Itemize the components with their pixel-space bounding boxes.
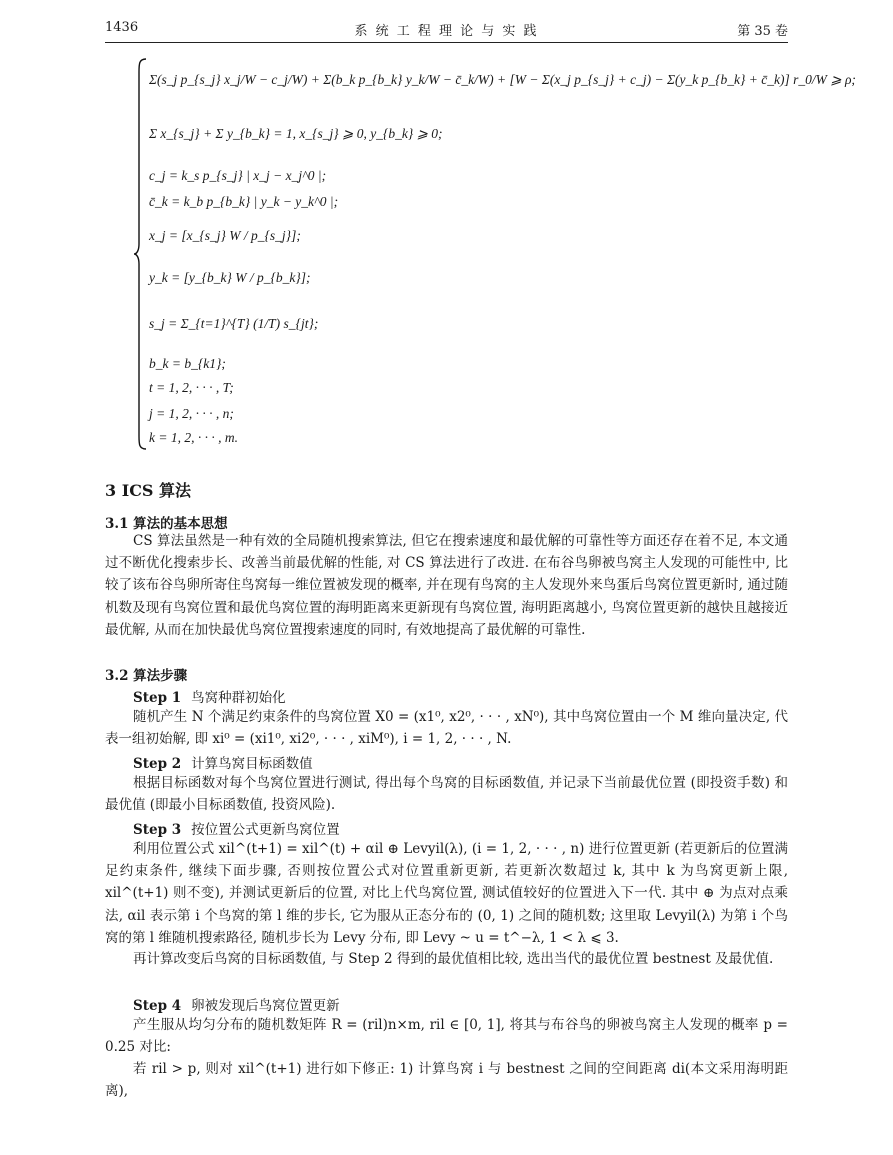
paragraph: CS 算法虽然是一种有效的全局随机搜索算法, 但它在搜索速度和最优解的可靠性等方面还存在着不足, 本文通过不断优化搜索步长、改善当前最优解的性能, 对 CS 算法进行了改进. 在布谷鸟卵被鸟窝主人发现的可能性中, 比较了该布谷鸟卵所寄住鸟窝每一维位置被发现的概率, 并在现有鸟窝的主人发现外来鸟蛋后鸟窝位置更新时, 通过随机数及现有鸟窝位置和最优鸟窝位置的海明距离来更新现有鸟窝位置, 海明距离越小, 鸟窝位置更新的越快且越接近最优解, 从而在加快最优鸟窝位置搜索速度的同时, 有效地提高了最优解的可靠性. — [105, 533, 788, 638]
subsection-heading: 3.1 算法的基本思想 — [105, 516, 228, 532]
step-heading — [133, 994, 340, 1014]
paragraph: 产生服从均匀分布的随机数矩阵 R = (ril)n×m, ril ∈ [0, 1], 将其与布谷鸟的卵被鸟窝主人发现的概率 p = 0.25 对比: — [105, 1017, 788, 1056]
paragraph: 根据目标函数对每个鸟窝位置进行测试, 得出每个鸟窝的目标函数值, 并记录下当前最优位置 (即投资手数) 和最优值 (即最小目标函数值, 投资风险). — [105, 775, 788, 814]
equation-line: Σ(s_j p_{s_j} x_j/W − c_j/W) + Σ(b_k p_{b_k} y_k/W − c̄_k/W) + [W − Σ(x_j p_{s_j} + c_j) − Σ(y_k p_{b_k} + c̄_k)] r_0/W ⩾ ρ; — [149, 72, 856, 87]
paragraph: 利用位置公式 xil^(t+1) = xil^(t) + αil ⊕ Levyil(λ), (i = 1, 2, · · · , n) 进行位置更新 (若更新后的位置满足约束条件, 继续下面步骤, 否则按位置公式对位置重新更新, 若更新次数超过 k, 其中 k 为鸟窝更新上限, xil^(t+1) 则不变), 并测试更新后的位置, 对比上代鸟窝位置, 测试值较好的位置进入下一代. 其中 ⊕ 为点对点乘法, αil 表示第 i 个鸟窝的第 l 维的步长, 它为服从正态分布的 (0, 1) 之间的随机数; 这里取 Levyil(λ) 为第 i 个鸟窝的第 l 维随机搜索路径, 随机步长为 Levy 分布, 即 Levy ~ u = t^−λ, 1 < λ ⩽ 3. — [105, 841, 788, 946]
equation-line: c_j = k_s p_{s_j} | x_j − x_j^0 |; — [149, 168, 327, 183]
left-brace-icon — [133, 58, 147, 450]
subsection-heading: 3.2 算法步骤 — [105, 668, 188, 684]
equation-line: y_k = [y_{b_k} W / p_{b_k}]; — [149, 270, 311, 285]
equation-line: b_k = b_{k1}; — [149, 356, 226, 371]
step-title: 计算鸟窝目标函数值 — [191, 756, 313, 772]
section-heading: 3 ICS 算法 — [105, 481, 192, 500]
header-rule — [105, 42, 788, 43]
running-header — [105, 20, 788, 42]
paragraph: 再计算改变后鸟窝的目标函数值, 与 Step 2 得到的最优值相比较, 选出当代的最优位置 bestnest 及最优值. — [133, 951, 774, 967]
equation-line: t = 1, 2, · · · , T; — [149, 380, 234, 395]
step-title: 卵被发现后鸟窝位置更新 — [191, 998, 340, 1014]
equation-line: k = 1, 2, · · · , m. — [149, 430, 238, 445]
step-title: 按位置公式更新鸟窝位置 — [191, 822, 340, 838]
paragraph: 随机产生 N 个满足约束条件的鸟窝位置 X0 = (x1⁰, x2⁰, · · · , xN⁰), 其中鸟窝位置由一个 M 维向量决定, 代表一组初始解, 即 xi⁰ = (xi1⁰, xi2⁰, · · · , xiM⁰), i = 1, 2, · · · , N. — [105, 709, 788, 748]
page-number: 1436 — [105, 20, 139, 35]
equation-line: Σ x_{s_j} + Σ y_{b_k} = 1, x_{s_j} ⩾ 0, y_{b_k} ⩾ 0; — [149, 126, 443, 141]
equation-line: j = 1, 2, · · · , n; — [149, 406, 234, 421]
constraint-system — [133, 58, 856, 450]
step-title: 鸟窝种群初始化 — [191, 690, 286, 706]
paragraph: 若 ril > p, 则对 xil^(t+1) 进行如下修正: 1) 计算鸟窝 i 与 bestnest 之间的空间距离 di(本文采用海明距离), — [105, 1061, 788, 1100]
volume-label: 第 35 卷 — [737, 24, 788, 39]
step-label: Step 1 — [133, 690, 182, 706]
step-heading — [133, 818, 340, 838]
equation-line: c̄_k = k_b p_{b_k} | y_k − y_k^0 |; — [149, 194, 339, 209]
step-label: Step 3 — [133, 822, 182, 838]
equation-line: x_j = [x_{s_j} W / p_{s_j}]; — [149, 228, 301, 243]
equation-line: s_j = Σ_{t=1}^{T} (1/T) s_{jt}; — [149, 316, 319, 331]
step-label: Step 4 — [133, 998, 182, 1014]
journal-name: 系 统 工 程 理 论 与 实 践 — [354, 24, 539, 39]
step-label: Step 2 — [133, 756, 182, 772]
step-heading — [133, 752, 313, 772]
step-heading — [133, 686, 286, 706]
